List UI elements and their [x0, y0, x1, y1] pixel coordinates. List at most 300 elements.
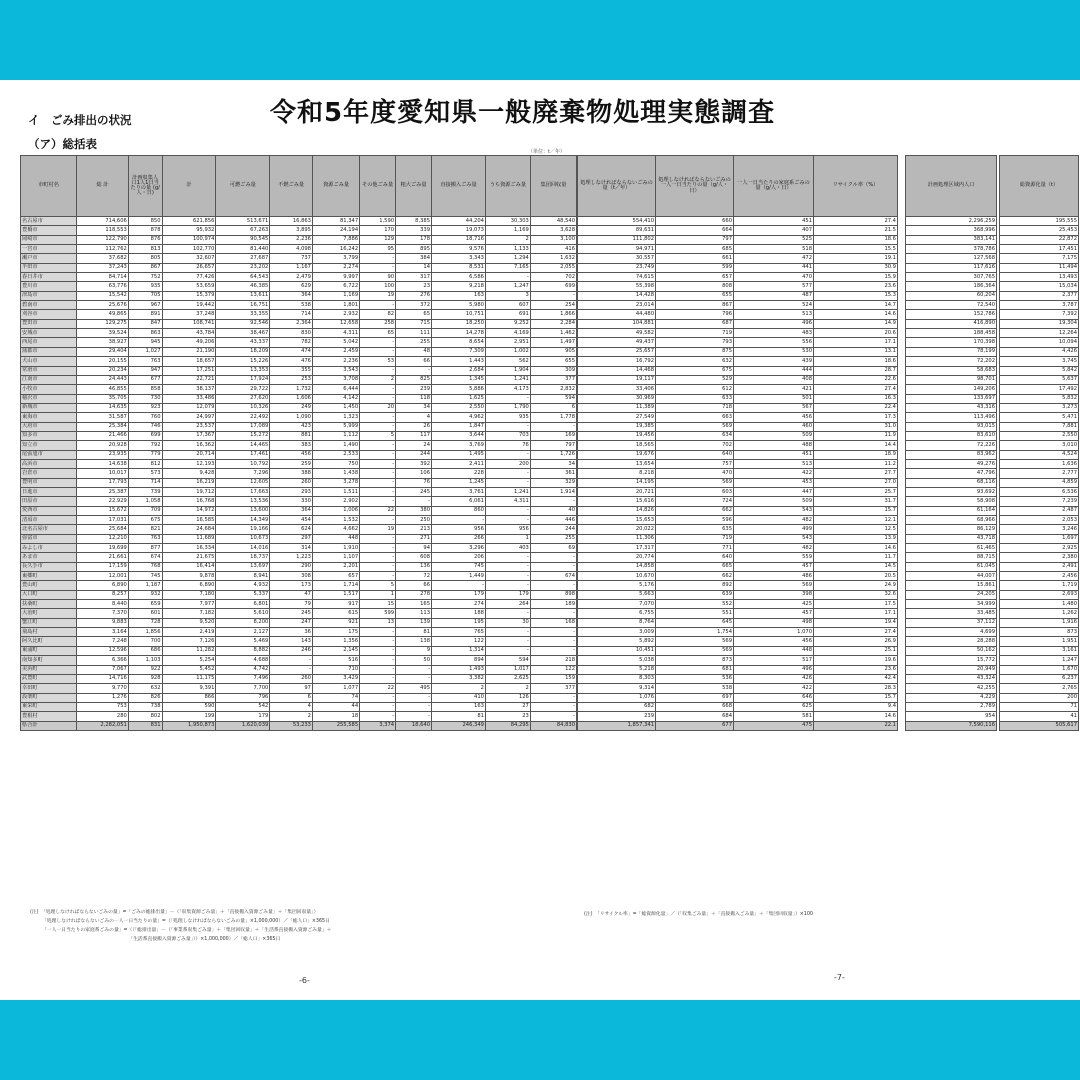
table-cell: - — [360, 394, 396, 403]
table-cell: 317 — [396, 273, 432, 282]
table-cell: 126 — [485, 693, 530, 702]
table-cell: 2 — [485, 684, 530, 693]
table-cell: 20,155 — [77, 357, 129, 366]
table-cell: - — [360, 422, 396, 431]
table-cell: 14.6 — [814, 310, 898, 319]
table-row — [578, 609, 898, 618]
table-row — [906, 273, 997, 282]
table-cell: 34,999 — [906, 600, 997, 609]
total-label: 県合計 — [21, 721, 77, 730]
table-cell: 250 — [396, 516, 432, 525]
table-cell: 104,881 — [578, 319, 656, 328]
table-row — [1000, 282, 1079, 291]
table-cell: 8,385 — [396, 217, 432, 226]
table-row — [906, 600, 997, 609]
table-cell: 8,440 — [77, 600, 129, 609]
table-cell: 3,009 — [578, 628, 656, 637]
table-row — [906, 301, 997, 310]
table-cell: 407 — [734, 226, 814, 235]
table-cell: 1,103 — [128, 656, 162, 665]
table-cell: 14 — [396, 263, 432, 272]
municipality-name: 刈谷市 — [21, 310, 77, 319]
table-cell: 228 — [432, 469, 486, 478]
table-row — [21, 329, 577, 338]
table-cell: 11,494 — [1000, 263, 1079, 272]
table-cell: 74,615 — [578, 273, 656, 282]
table-row — [578, 572, 898, 581]
table-cell: 15,616 — [578, 497, 656, 506]
table-cell: 499 — [734, 525, 814, 534]
table-cell: 2,377 — [1000, 291, 1079, 300]
table-cell: 339 — [396, 226, 432, 235]
table-row — [1000, 338, 1079, 347]
table-cell: - — [396, 702, 432, 711]
table-cell: 6,536 — [1000, 487, 1079, 496]
table-cell: 94,971 — [578, 245, 656, 254]
table-row — [906, 403, 997, 412]
table-row — [1000, 562, 1079, 571]
table-cell: 867 — [656, 301, 734, 310]
table-cell: - — [396, 674, 432, 683]
table-row — [906, 702, 997, 711]
municipality-name: 西尾市 — [21, 338, 77, 347]
table-cell: 15,772 — [906, 656, 997, 665]
table-cell: 513 — [734, 459, 814, 468]
table-cell: 94 — [396, 544, 432, 553]
table-cell: 17.5 — [814, 600, 898, 609]
municipality-name: みよし市 — [21, 544, 77, 553]
col-total: 総 計 — [77, 156, 129, 217]
table-cell: 39,524 — [77, 329, 129, 338]
table-row — [1000, 628, 1079, 637]
municipality-name: 豊根村 — [21, 712, 77, 721]
table-cell: 37,112 — [906, 618, 997, 627]
table-cell: 1,167 — [270, 263, 313, 272]
table-row — [578, 628, 898, 637]
table-cell: - — [360, 656, 396, 665]
table-cell: 738 — [128, 702, 162, 711]
table-row — [1000, 684, 1079, 693]
table-cell: 89,631 — [578, 226, 656, 235]
table-cell: 25,453 — [1000, 226, 1079, 235]
table-cell: 32.6 — [814, 590, 898, 599]
table-cell: 7,296 — [216, 469, 270, 478]
total-cell: 255,585 — [312, 721, 359, 730]
table-cell: 92,546 — [216, 319, 270, 328]
table-cell: 111 — [396, 329, 432, 338]
table-cell: 1,801 — [312, 301, 359, 310]
table-cell: 2,487 — [1000, 506, 1079, 515]
table-cell: 4,173 — [485, 385, 530, 394]
table-cell: 17,031 — [77, 516, 129, 525]
table-cell: 456 — [734, 637, 814, 646]
table-cell: 266 — [432, 534, 486, 543]
footnote-line: (注) 「処理しなければならないごみの量」=「ごみの総排出量」－（「収集資源ごみ量」＋「直接搬入資源ごみ量」＋「集団回収量」） — [30, 910, 319, 915]
table-cell: 474 — [270, 347, 313, 356]
table-cell: 24,205 — [906, 590, 997, 599]
table-cell: 129,275 — [77, 319, 129, 328]
table-cell: 20.5 — [814, 572, 898, 581]
total-row — [578, 721, 898, 730]
municipality-name: 春日井市 — [21, 273, 77, 282]
table-cell: 20.6 — [814, 329, 898, 338]
table-row — [1000, 329, 1079, 338]
table-cell: 446 — [530, 516, 576, 525]
table-cell: 13,536 — [216, 497, 270, 506]
table-cell: 6,890 — [162, 581, 216, 590]
table-cell: 5,469 — [216, 637, 270, 646]
table-cell: 705 — [128, 291, 162, 300]
table-cell: 416,890 — [906, 319, 997, 328]
table-cell: 1,294 — [485, 254, 530, 263]
table-cell: 95 — [360, 245, 396, 254]
table-cell: 542 — [216, 702, 270, 711]
table-cell: 378,786 — [906, 245, 997, 254]
table-cell: 179 — [216, 712, 270, 721]
table-cell: 7,881 — [1000, 422, 1079, 431]
table-cell: 448 — [734, 646, 814, 655]
table-cell: 863 — [128, 329, 162, 338]
table-cell: - — [360, 553, 396, 562]
table-cell: 9,428 — [162, 469, 216, 478]
col-resource-total: 総資源化量（t） — [1000, 156, 1079, 217]
col-other: その他ごみ量 — [360, 156, 396, 217]
table-row — [1000, 394, 1079, 403]
municipality-name: 蒲郡市 — [21, 347, 77, 356]
table-cell: 30 — [485, 618, 530, 627]
table-cell: 23 — [485, 712, 530, 721]
table-cell: 11.9 — [814, 431, 898, 440]
table-cell: 509 — [734, 497, 814, 506]
table-cell: 1,866 — [530, 310, 576, 319]
table-cell: 38,137 — [162, 385, 216, 394]
table-cell: 5 — [360, 581, 396, 590]
table-cell: 113 — [396, 609, 432, 618]
table-cell: 61,164 — [906, 506, 997, 515]
municipality-name: 尾張旭市 — [21, 450, 77, 459]
table-cell: 536 — [656, 674, 734, 683]
table-cell: - — [485, 450, 530, 459]
table-cell: 932 — [128, 590, 162, 599]
table-row — [21, 301, 577, 310]
table-cell: 364 — [270, 506, 313, 515]
table-cell: 23,014 — [578, 301, 656, 310]
table-cell: 15.9 — [814, 273, 898, 282]
table-row — [1000, 226, 1079, 235]
table-row — [1000, 693, 1079, 702]
col-per-capita: 計画収集人口1人1日当たりの量 (g/人・日) — [128, 156, 162, 217]
table-cell: 737 — [270, 254, 313, 263]
table-row — [906, 478, 997, 487]
table-cell: 188 — [432, 609, 486, 618]
table-row — [906, 497, 997, 506]
table-cell: 663 — [656, 413, 734, 422]
table-cell: 805 — [128, 254, 162, 263]
table-row — [21, 338, 577, 347]
municipality-name: 稲沢市 — [21, 394, 77, 403]
table-cell: 451 — [734, 217, 814, 226]
table-cell: 5,038 — [578, 656, 656, 665]
table-cell: 388 — [270, 469, 313, 478]
table-cell: 6,890 — [77, 581, 129, 590]
table-cell: 2,832 — [530, 385, 576, 394]
table-cell: 16,334 — [162, 544, 216, 553]
table-cell: 26,657 — [162, 263, 216, 272]
table-cell: 615 — [312, 609, 359, 618]
municipality-name: 名古屋市 — [21, 217, 77, 226]
table-cell: 1,449 — [432, 572, 486, 581]
table-row — [21, 590, 577, 599]
table-cell: 3,278 — [312, 478, 359, 487]
table-cell: 97 — [270, 684, 313, 693]
table-cell: 152,786 — [906, 310, 997, 319]
table-cell: 14,716 — [77, 674, 129, 683]
table-cell: 633 — [656, 394, 734, 403]
table-cell: 524 — [734, 301, 814, 310]
table-cell: 1,490 — [312, 441, 359, 450]
table-cell: 7,175 — [1000, 254, 1079, 263]
table-row — [21, 674, 577, 683]
municipality-name: 飛島村 — [21, 628, 77, 637]
table-row — [578, 525, 898, 534]
table-cell: 793 — [656, 338, 734, 347]
table-cell: 12,264 — [1000, 329, 1079, 338]
table-row — [1000, 600, 1079, 609]
table-cell: 567 — [734, 403, 814, 412]
table-cell: 826 — [128, 693, 162, 702]
table-cell: 6 — [270, 693, 313, 702]
table-cell: 454 — [270, 516, 313, 525]
total-cell: 3,374 — [360, 721, 396, 730]
table-cell: 26 — [396, 422, 432, 431]
table-cell: 453 — [734, 478, 814, 487]
table-cell: 482 — [734, 544, 814, 553]
table-cell: 472 — [734, 254, 814, 263]
table-cell: 655 — [656, 291, 734, 300]
table-cell: 40 — [530, 506, 576, 515]
table-cell: 621,856 — [162, 217, 216, 226]
col-population: 計画処理区域内人口 — [906, 156, 997, 217]
table-cell: 569 — [656, 478, 734, 487]
table-cell: 569 — [734, 581, 814, 590]
table-cell: 63,776 — [77, 282, 129, 291]
table-cell: 1 — [485, 534, 530, 543]
table-cell: 1,241 — [485, 487, 530, 496]
footnote-recycling: (注) 「リサイクル率」=「総資源化量」／（「収集ごみ量」＋「直接搬入ごみ量」＋「集団回収量」）×100 — [584, 912, 813, 917]
table-cell: 768 — [128, 562, 162, 571]
table-cell: 10,017 — [77, 469, 129, 478]
col-combustible: 可燃ごみ量 — [216, 156, 270, 217]
table-cell: 24,684 — [162, 525, 216, 534]
table-cell: 118,553 — [77, 226, 129, 235]
total-cell: 475 — [734, 721, 814, 730]
table-row — [578, 263, 898, 272]
table-cell: 20,774 — [578, 553, 656, 562]
table-cell: 81,347 — [312, 217, 359, 226]
table-cell: 2,459 — [312, 347, 359, 356]
table-row — [578, 245, 898, 254]
table-cell: 797 — [530, 441, 576, 450]
table-cell: 72,540 — [906, 301, 997, 310]
table-cell: 15,379 — [162, 291, 216, 300]
table-cell: 25,684 — [77, 525, 129, 534]
table-cell: 10,751 — [432, 310, 486, 319]
table-cell: 139 — [396, 618, 432, 627]
table-cell: 48 — [396, 347, 432, 356]
table-cell: 661 — [656, 254, 734, 263]
municipality-name: 東浦町 — [21, 646, 77, 655]
table-cell: 639 — [656, 590, 734, 599]
table-cell: - — [396, 693, 432, 702]
table-row — [578, 553, 898, 562]
table-cell: 398 — [734, 590, 814, 599]
table-cell: 53,659 — [162, 282, 216, 291]
total-cell: 7,590,116 — [906, 721, 997, 730]
table-cell: 1,262 — [1000, 609, 1079, 618]
table-cell: 4,142 — [312, 394, 359, 403]
table-cell: 745 — [128, 572, 162, 581]
table-row — [906, 366, 997, 375]
table-cell: 173 — [270, 581, 313, 590]
table-row — [1000, 254, 1079, 263]
table-cell: 12,210 — [77, 534, 129, 543]
table-cell: 763 — [128, 534, 162, 543]
table-cell: 2 — [270, 712, 313, 721]
table-cell: 956 — [432, 525, 486, 534]
table-cell: 50 — [396, 656, 432, 665]
table-cell: 27,549 — [578, 413, 656, 422]
table-cell: 38,927 — [77, 338, 129, 347]
table-cell: 928 — [128, 674, 162, 683]
table-cell: 876 — [128, 235, 162, 244]
table-cell: - — [360, 450, 396, 459]
table-cell: - — [360, 702, 396, 711]
table-row — [578, 291, 898, 300]
municipality-name: 愛西市 — [21, 506, 77, 515]
table-cell: - — [360, 347, 396, 356]
table-cell: 1,356 — [312, 637, 359, 646]
table-row — [1000, 572, 1079, 581]
table-cell: 2,411 — [432, 459, 486, 468]
table-cell: 5,886 — [432, 385, 486, 394]
table-cell: 632 — [128, 684, 162, 693]
table-cell: 66 — [396, 357, 432, 366]
municipality-name: 長久手市 — [21, 562, 77, 571]
table-cell: 17,089 — [216, 422, 270, 431]
table-cell: 22.6 — [814, 375, 898, 384]
table-cell: - — [485, 469, 530, 478]
table-cell: 84,714 — [77, 273, 129, 282]
table-cell: 601 — [128, 609, 162, 618]
table-cell: 662 — [656, 572, 734, 581]
table-cell: 55,398 — [578, 282, 656, 291]
table-cell: 457 — [734, 609, 814, 618]
table-cell: 1,719 — [1000, 581, 1079, 590]
table-row — [906, 525, 997, 534]
table-cell: 1,107 — [312, 553, 359, 562]
table-cell: 718 — [656, 403, 734, 412]
table-cell: 2,419 — [162, 628, 216, 637]
table-cell: 923 — [128, 403, 162, 412]
table-cell: 33,486 — [162, 394, 216, 403]
table-cell: 891 — [128, 310, 162, 319]
table-cell: 569 — [656, 422, 734, 431]
table-cell: 796 — [216, 693, 270, 702]
table-cell: 297 — [270, 534, 313, 543]
table-cell: 35,705 — [77, 394, 129, 403]
table-row — [578, 665, 898, 674]
table-cell: 1,847 — [432, 422, 486, 431]
table-row — [1000, 217, 1079, 226]
table-cell: 422 — [734, 684, 814, 693]
table-cell: 1,532 — [312, 516, 359, 525]
table-cell: 6,755 — [578, 609, 656, 618]
table-cell: 12,193 — [162, 459, 216, 468]
table-cell: 25.7 — [814, 487, 898, 496]
table-cell: 1,951 — [1000, 637, 1079, 646]
table-cell: 19,073 — [432, 226, 486, 235]
table-cell: 276 — [396, 291, 432, 300]
table-row — [906, 394, 997, 403]
table-cell: 3,382 — [432, 674, 486, 683]
table-cell: 14,278 — [432, 329, 486, 338]
table-cell: 709 — [128, 506, 162, 515]
table-cell: 14,195 — [578, 478, 656, 487]
table-row — [578, 282, 898, 291]
table-cell: 9,997 — [312, 273, 359, 282]
table-cell: 699 — [530, 282, 576, 291]
table-cell: 17,159 — [77, 562, 129, 571]
table-cell: 703 — [485, 431, 530, 440]
table-cell: 239 — [578, 712, 656, 721]
table-cell: 12,658 — [312, 319, 359, 328]
table-cell: 892 — [656, 581, 734, 590]
table-cell: 2,055 — [530, 263, 576, 272]
table-cell: 27.4 — [814, 628, 898, 637]
table-cell: 20,022 — [578, 525, 656, 534]
table-cell: - — [360, 263, 396, 272]
table-cell: 662 — [656, 506, 734, 515]
table-cell: 4,229 — [906, 693, 997, 702]
total-cell: 831 — [128, 721, 162, 730]
table-cell: 17,924 — [216, 375, 270, 384]
table-row — [906, 618, 997, 627]
table-cell: 2,274 — [312, 263, 359, 272]
table-cell: 681 — [656, 665, 734, 674]
table-cell: 895 — [396, 245, 432, 254]
table-row — [906, 590, 997, 599]
table-row — [21, 665, 577, 674]
table-row — [1000, 674, 1079, 683]
table-cell: 1,625 — [432, 394, 486, 403]
table-cell: 812 — [128, 459, 162, 468]
table-cell: 98,701 — [906, 375, 997, 384]
table-cell: 25,387 — [77, 487, 129, 496]
table-cell: 1,697 — [1000, 534, 1079, 543]
table-cell: 12,079 — [162, 403, 216, 412]
table-row — [1000, 385, 1079, 394]
table-cell: 1,790 — [485, 403, 530, 412]
table-row — [1000, 357, 1079, 366]
table-cell: 30,303 — [485, 217, 530, 226]
table-cell: 83,610 — [906, 431, 997, 440]
table-cell: 117,616 — [906, 263, 997, 272]
table-cell: 714,606 — [77, 217, 129, 226]
table-cell: 4,426 — [1000, 347, 1079, 356]
municipality-name: 日進市 — [21, 487, 77, 496]
table-cell: 594 — [530, 394, 576, 403]
table-cell: 513,671 — [216, 217, 270, 226]
